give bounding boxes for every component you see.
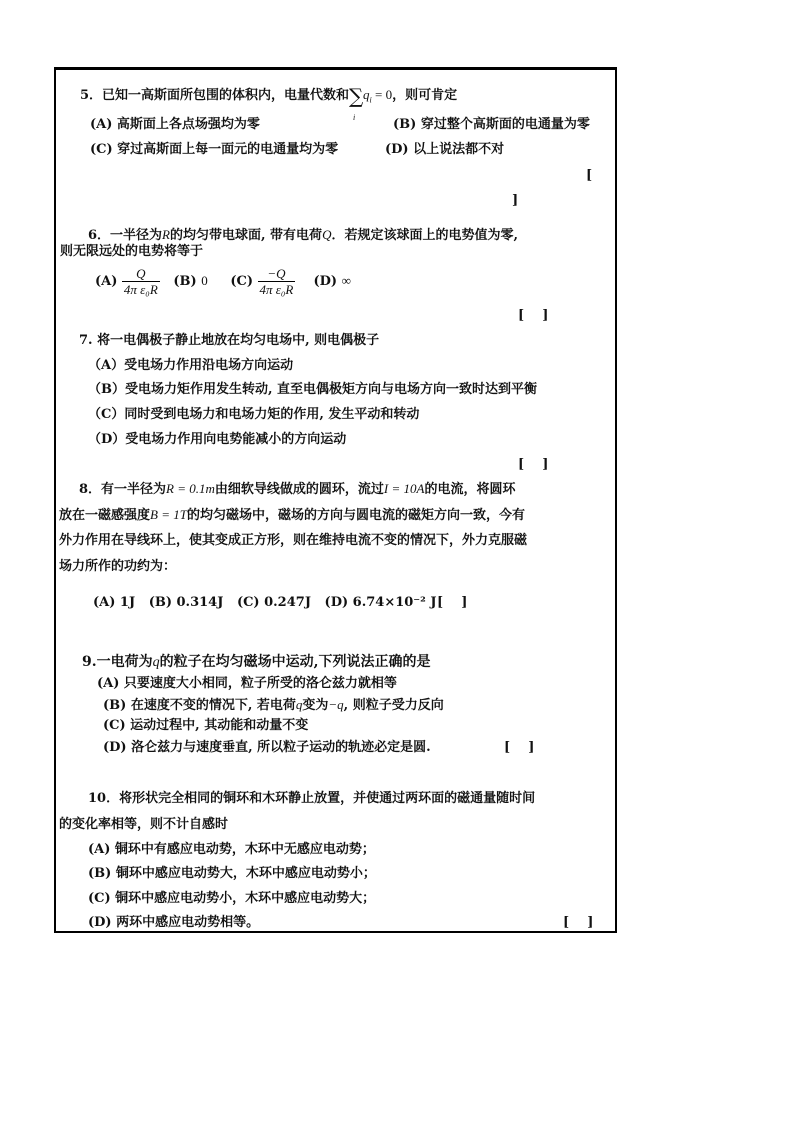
- fraction-denominator: 4π ε₀R: [259, 282, 294, 297]
- q6-option-d-label: (D): [313, 274, 338, 289]
- q6-answer-bracket[interactable]: [ ]: [518, 308, 549, 323]
- q6-stem-pre: 6．一半径为: [88, 228, 163, 243]
- q8-field-value: B = 1T: [150, 507, 187, 522]
- q7-answer-bracket[interactable]: [ ]: [518, 457, 549, 472]
- q7-stem: 7. 将一电偶极子静止地放在均匀电场中, 则电偶极子: [79, 333, 380, 348]
- q8-line2: [59, 507, 525, 524]
- q8-line2-post: 的均匀磁场中，磁场的方向与圆电流的磁矩方向一致，今有: [186, 508, 525, 523]
- q9-option-b-q: q: [295, 697, 303, 712]
- q9-stem-pre: 9.一电荷为: [82, 654, 153, 670]
- q9-stem-post: 的粒子在均匀磁场中运动,下列说法正确的是: [159, 654, 431, 670]
- fraction-denominator: 4π ε₀R: [123, 282, 158, 297]
- q7-option-d: （D）受电场力作用向电势能减小的方向运动: [88, 432, 347, 447]
- q5-option-c: (C) 穿过高斯面上每一面元的电通量均为零: [90, 142, 339, 157]
- q9-stem: [82, 654, 431, 671]
- q8-line1-pre: 8．有一半径为: [79, 482, 167, 497]
- q6-stem-line1: [88, 227, 518, 244]
- q8-current-value: I = 10A: [383, 481, 425, 496]
- q6-options: [95, 263, 351, 300]
- q5-sum-sub: i: [369, 95, 372, 105]
- q10-option-a: (A) 铜环中有感应电动势，木环中无感应电动势；: [88, 842, 375, 857]
- q6-stem-line2: 则无限远处的电势将等于: [60, 244, 204, 259]
- q5-option-a: (A) 高斯面上各点场强均为零: [90, 117, 260, 132]
- q10-option-b: (B) 铜环中感应电动势大，木环中感应电动势小；: [88, 866, 376, 881]
- q5-answer-open[interactable]: [: [586, 168, 593, 183]
- q6-option-a-label: (A): [95, 274, 118, 289]
- q6-option-c-fraction: [258, 266, 296, 297]
- q5-option-b: (B) 穿过整个高斯面的电通量为零: [393, 117, 590, 132]
- q5-sum-symbol: [349, 81, 364, 122]
- q9-answer-bracket[interactable]: [ ]: [504, 740, 535, 755]
- q8-answer-bracket[interactable]: [ ]: [437, 595, 468, 610]
- q6-option-b-value: 0: [201, 273, 208, 288]
- q6-option-a-fraction: [122, 266, 160, 297]
- q8-line1: [79, 481, 515, 498]
- q10-line1: 10．将形状完全相同的铜环和木环静止放置，并使通过两环面的磁通量随时间: [88, 791, 536, 806]
- q5-stem: [80, 80, 458, 122]
- q6-var-q: Q: [322, 227, 332, 242]
- q5-sum-var: q: [363, 87, 370, 102]
- q9-option-b-post: , 则粒子受力反向: [343, 698, 444, 713]
- q9-option-a: (A) 只要速度大小相同，粒子所受的洛仑兹力就相等: [97, 676, 397, 691]
- q9-option-c: (C) 运动过程中, 其动能和动量不变: [103, 718, 309, 733]
- q6-stem-mid: 的均匀带电球面, 带有电荷: [170, 228, 323, 243]
- q8-radius-value: R = 0.1m: [166, 481, 215, 496]
- q8-line1-post: 的电流，将圆环: [424, 482, 516, 497]
- q5-stem-post: ，则可肯定: [392, 88, 458, 103]
- q10-option-c: (C) 铜环中感应电动势小，木环中感应电动势大；: [88, 891, 376, 906]
- q9-option-b-mid: 变为: [302, 698, 329, 713]
- q6-option-b-label: (B): [173, 274, 197, 289]
- fraction-numerator: Q: [122, 266, 160, 282]
- q6-stem-post: ．若规定该球面上的电势值为零,: [331, 228, 518, 243]
- q9-option-b: [103, 697, 444, 714]
- q6-var-r: R: [162, 227, 170, 242]
- q8-line3: 外力作用在导线环上，使其变成正方形，则在维持电流不变的情况下，外力克服磁: [59, 533, 528, 548]
- q6-option-d-value: ∞: [341, 273, 351, 288]
- q9-var-q: q: [152, 655, 160, 670]
- sigma-symbol: ∑: [349, 83, 364, 108]
- q9-option-d: (D) 洛仑兹力与速度垂直, 所以粒子运动的轨迹必定是圆.: [103, 740, 431, 755]
- q9-option-b-neg-q: −q: [328, 697, 344, 712]
- q8-options: (A) 1J (B) 0.314J (C) 0.247J (D) 6.74×10⁻² J: [93, 595, 437, 610]
- q6-option-c-label: (C): [230, 274, 253, 289]
- q7-option-b: （B）受电场力矩作用发生转动, 直至电偶极矩方向与电场方向一致时达到平衡: [88, 382, 538, 397]
- q8-line1-mid: 由细软导线做成的圆环，流过: [214, 482, 384, 497]
- q7-option-c: （C）同时受到电场力和电场力矩的作用, 发生平动和转动: [88, 407, 420, 422]
- q10-option-d: (D) 两环中感应电动势相等。: [88, 915, 260, 930]
- fraction-numerator: −Q: [258, 266, 296, 282]
- q7-option-a: （A）受电场力作用沿电场方向运动: [88, 358, 294, 373]
- q5-stem-pre: 5．已知一高斯面所包围的体积内，电量代数和: [80, 88, 350, 103]
- q9-option-b-pre: (B) 在速度不变的情况下, 若电荷: [103, 698, 296, 713]
- q8-line4: 场力所作的功约为：: [59, 559, 177, 574]
- q5-sum-eq: = 0: [371, 87, 393, 102]
- sum-index: i: [353, 112, 356, 122]
- q10-line2: 的变化率相等，则不计自感时: [59, 817, 229, 832]
- q8-line2-pre: 放在一磁感强度: [59, 508, 151, 523]
- q5-answer-close[interactable]: ]: [512, 193, 519, 208]
- q5-option-d: (D) 以上说法都不对: [385, 142, 505, 157]
- q10-answer-bracket[interactable]: [ ]: [563, 915, 594, 930]
